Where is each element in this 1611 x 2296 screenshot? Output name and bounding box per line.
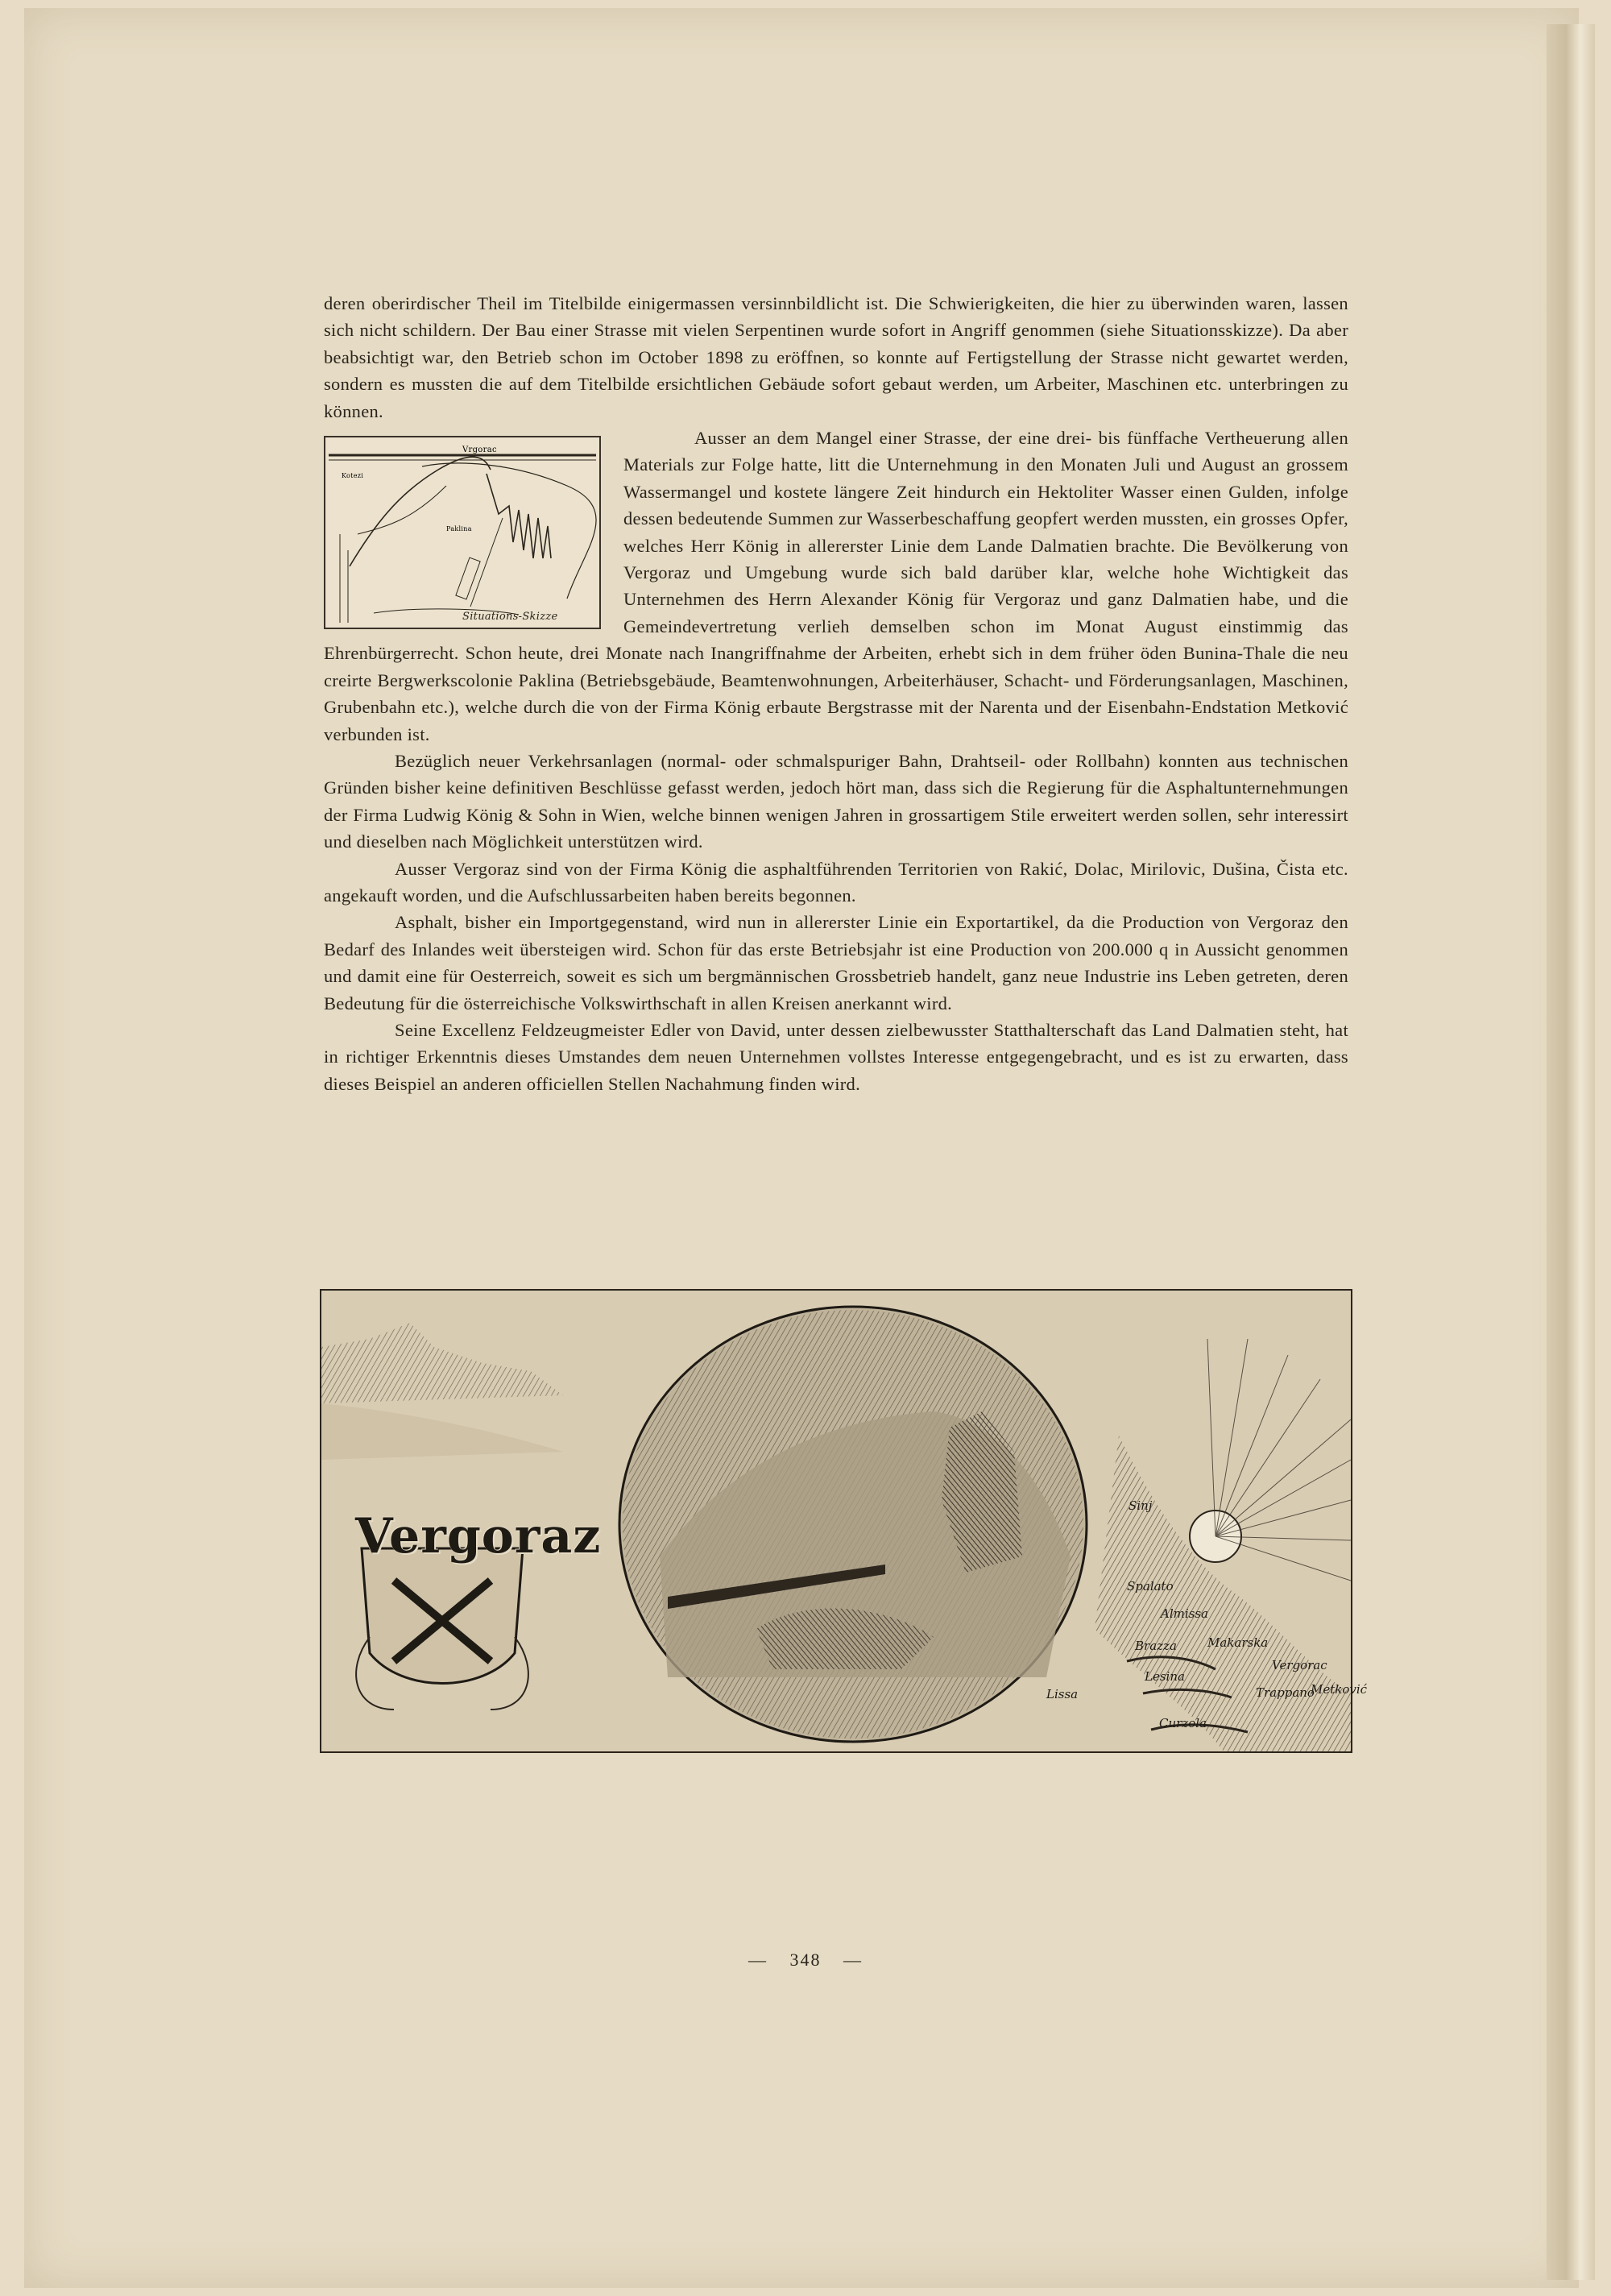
page-number	[0, 1950, 1611, 1971]
body-text	[324, 290, 1348, 1097]
map-label-lesina: Lesina	[1145, 1669, 1185, 1684]
sketch-label-kotezi: Kotezi	[342, 472, 364, 480]
vergoraz-illustration	[320, 1289, 1368, 1753]
paragraph-5: Asphalt, bisher ein Importgegenstand, wird nun in allererster Linie ein Exportartikel, da die Production von Vergoraz den Bedarf des Inlandes weit übersteigen wird. Schon für das erste Betriebsjahr ist eine Production von 200.000 q in Aussicht genommen und damit eine für Oesterreich, soweit es sich um bergmännischen Grossbetrieb handelt, ganz neue Industrie ins Leben getreten, deren Bedeutung für die österreichische Volkswirthschaft in allen Kreisen anerkannt wird.	[324, 912, 1348, 1013]
paragraph-3: Bezüglich neuer Verkehrsanlagen (normal- oder schmalspuriger Bahn, Drahtseil- oder Rollbahn) konnten aus technischen Gründen bisher keine definitiven Beschlüsse gefasst werden, jedoch hört man, dass sich die Regierung für die Asphaltunternehmungen der Firma Ludwig König & Sohn in Wien, welche binnen wenigen Jahren in grossartigem Stile erweitert werden sollen, sehr interessirt und dieselben nach Möglichkeit unterstützen wird.	[324, 750, 1348, 852]
map-label-metkovic: Metković	[1311, 1682, 1368, 1697]
map-label-vergorac: Vergorac	[1272, 1658, 1327, 1672]
map-label-lissa: Lissa	[1046, 1687, 1079, 1701]
paragraph-2-text: Ausser an dem Mangel einer Strasse, der eine drei- bis fünffache Vertheuerung allen Materials zur Folge hatte, litt die Unternehmung in den Monaten Juli und August an grossem Wassermangel und kostete längere Zeit hindurch ein Hektoliter Wasser einen Gulden, infolge dessen bedeutende Summen zur Wasserbeschaffung geopfert werden mussten, ein grosses Opfer, welches Herr König in allererster Linie dem Lande Dalmatien brachte. Die Bevölkerung von Vergoraz und Umgebung wurde sich bald darüber klar, welche hohe Wichtigkeit das Unternehmen des Herrn Alexander König für Vergoraz und ganz Dalmatien habe, und die Gemeindevertretung verlieh demselben schon im Monat August einstimmig das Ehrenbürgerrecht. Schon heute, drei Monate nach Inangriffnahme der Arbeiten, erhebt sich in dem früher öden Bunina-Thale die neu creirte Bergwerkscolonie Paklina (Betriebsgebäude, Beamtenwohnungen, Arbeiterhäuser, Schacht- und Förderungsanlagen, Maschinen, Grubenbahn etc.), welche durch die von der Firma König erbaute Bergstrasse mit der Narenta und der Eisenbahn-Endstation Metković verbunden ist.	[324, 428, 1348, 744]
map-label-brazza: Brazza	[1135, 1639, 1177, 1653]
sketch-caption: Situations-Skizze	[462, 611, 558, 624]
paragraph-6: Seine Excellenz Feldzeugmeister Edler von David, unter dessen zielbewusster Statthalterschaft das Land Dalmatien steht, hat in richtiger Erkenntnis dieses Umstandes dem neuen Unternehmen vollstes Interesse entgegengebracht, und es ist zu erwarten, dass dieses Beispiel an anderen officiellen Stellen Nachahmung finden wird.	[324, 1019, 1348, 1094]
paragraph-2	[324, 425, 1348, 748]
illustration-title: Vergoraz	[355, 1508, 602, 1565]
page-edge	[1547, 24, 1595, 2280]
sketch-road-label: Vrgorac	[462, 446, 497, 455]
map-label-makarska: Makarska	[1207, 1635, 1269, 1650]
sketch-map-drawing	[325, 437, 599, 628]
map-label-spalato: Spalato	[1127, 1579, 1174, 1594]
folio-number: 348	[789, 1950, 822, 1970]
sketch-label-paklina: Paklina	[446, 525, 472, 533]
map-label-curzola: Curzola	[1159, 1716, 1207, 1730]
paragraph-4: Ausser Vergoraz sind von der Firma König die asphaltführenden Territorien von Rakić, Dolac, Mirilovic, Dušina, Čista etc. angekauft worden, und die Aufschlussarbeiten haben bereits begonnen.	[324, 858, 1348, 906]
folio-dash-right: —	[843, 1950, 863, 1970]
folio-dash-left: —	[748, 1950, 768, 1970]
map-label-almissa: Almissa	[1161, 1606, 1208, 1621]
map-label-sinj: Sinj	[1129, 1498, 1153, 1513]
map-label-trappano: Trappano	[1256, 1685, 1315, 1700]
paragraph-1: deren oberirdischer Theil im Titelbilde einigermassen versinnbildlicht ist. Die Schwierigkeiten, die hier zu überwinden waren, lassen sich nicht schildern. Der Bau einer Strasse mit vielen Serpentinen wurde sofort in Angriff genommen (siehe Situationsskizze). Da aber beabsichtigt war, den Betrieb schon im October 1898 zu eröffnen, so konnte auf Fertigstellung der Strasse nicht gewartet werden, sondern es mussten die auf dem Titelbilde ersichtlichen Gebäude sofort gebaut werden, um Arbeiter, Maschinen etc. unterbringen zu können.	[324, 293, 1348, 421]
situation-sketch	[324, 436, 601, 629]
